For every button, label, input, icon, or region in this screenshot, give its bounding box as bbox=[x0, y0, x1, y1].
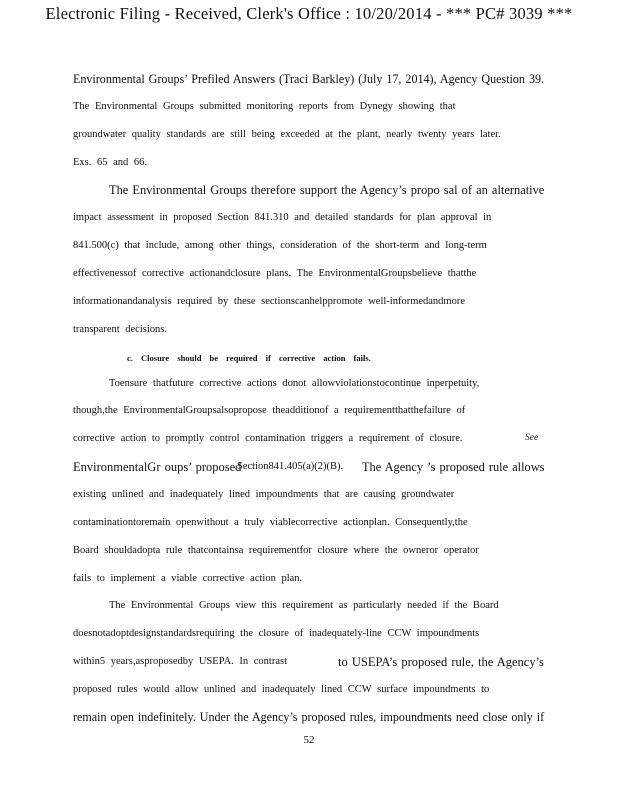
text-line: Board shouldadopta rule thatcontainsa requirementfor closure where the owneror operator bbox=[73, 545, 479, 556]
citation-signal: See bbox=[525, 433, 539, 443]
text-line: proposed rules would allow unlined and inadequately lined CCW surface impoundments to bbox=[73, 684, 490, 695]
text-line: 841.500(c) that include, among other things, consideration of the short-term and long-term bbox=[73, 240, 487, 251]
text-line: fails to implement a viable corrective action plan. bbox=[73, 573, 303, 584]
text-line: though,the EnvironmentalGroupsalsopropose theadditionof a requirementthatthefailure of bbox=[73, 405, 466, 416]
text-line: Exs. 65 and 66. bbox=[73, 157, 148, 168]
text-line: informationandanalysis required by these sectionscanhelppromote well-informedandmore bbox=[73, 296, 466, 307]
text-line: groundwater quality standards are still being exceeded at the plant, nearly twenty years later. bbox=[73, 129, 501, 140]
text-line: The Environmental Groups submitted monitoring reports from Dynegy showing that bbox=[73, 101, 456, 112]
page-number: 52 bbox=[303, 734, 315, 746]
text-line: The Environmental Groups therefore support the Agency’s propo sal of an alternative bbox=[109, 183, 545, 197]
section-heading: c. Closure should be required if corrective action fails. bbox=[127, 353, 371, 363]
text-line: effectivenessof corrective actionandclosure plans. The EnvironmentalGroupsbelieve thatthe bbox=[73, 268, 477, 279]
text-line: corrective action to promptly control contamination triggers a requirement of closure. bbox=[73, 433, 463, 444]
text-line: Section841.405(a)(2)(B). bbox=[237, 461, 344, 472]
text-line: impact assessment in proposed Section 841.310 and detailed standards for plan approval in bbox=[73, 212, 492, 223]
text-line: to USEPA’s proposed rule, the Agency’s bbox=[338, 655, 544, 669]
text-line: EnvironmentalGr oups’ proposed bbox=[73, 460, 242, 474]
text-line: remain open indefinitely. Under the Agency’s proposed rules, impoundments need close only if bbox=[73, 710, 545, 724]
text-line: Toensure thatfuture corrective actions donot allowviolationstocontinue inperpetuity, bbox=[109, 378, 480, 389]
text-line: Environmental Groups’ Prefiled Answers (Traci Barkley) (July 17, 2014), Agency Question 39. bbox=[73, 72, 545, 86]
text-line: doesnotadoptdesignstandardsrequiring the closure of inadequately-line CCW impoundments bbox=[73, 628, 480, 639]
text-line: The Environmental Groups view this requirement as particularly needed if the Board bbox=[109, 600, 499, 611]
text-line: The Agency ’s proposed rule allows bbox=[362, 460, 545, 474]
text-line: transparent decisions. bbox=[73, 324, 167, 335]
text-line: within5 years,asproposedby USEPA. In contrast bbox=[73, 656, 288, 667]
filing-header: Electronic Filing - Received, Clerk's Office : 10/20/2014 - *** PC# 3039 *** bbox=[45, 4, 573, 23]
text-line: contaminationtoremain openwithout a truly viablecorrective actionplan. Consequently,the bbox=[73, 517, 468, 528]
text-line: existing unlined and inadequately lined impoundments that are causing groundwater bbox=[73, 489, 455, 500]
